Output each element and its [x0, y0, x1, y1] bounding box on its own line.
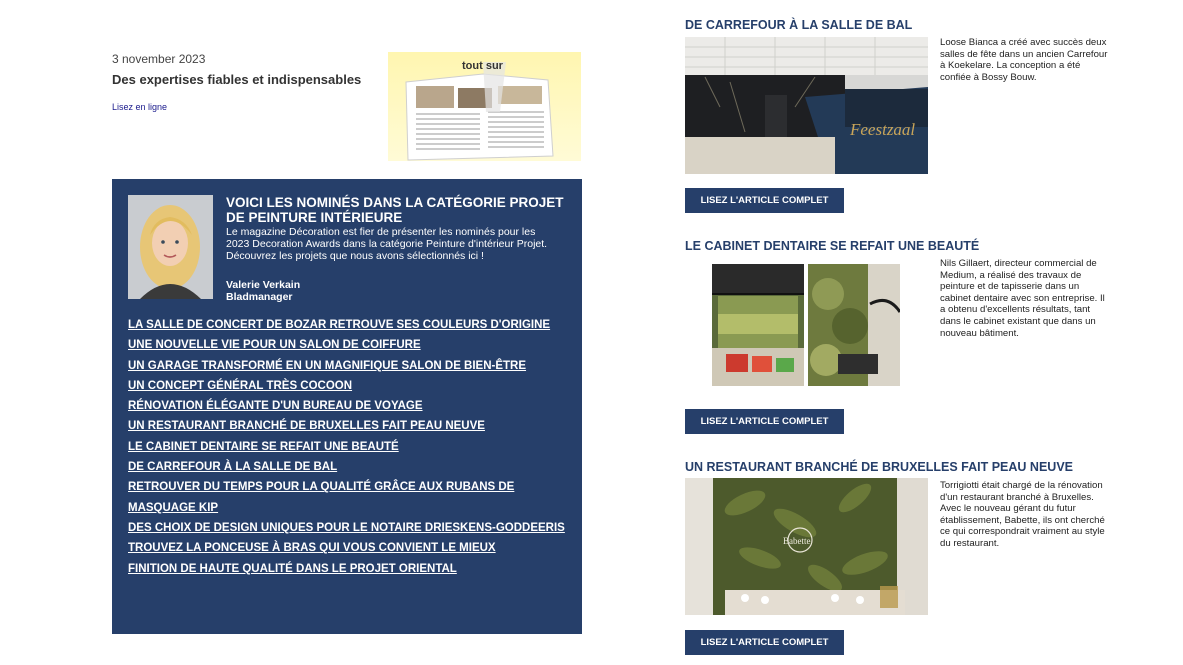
restaurant-logo: Babette: [783, 536, 811, 546]
author-role: Bladmanager: [226, 291, 293, 303]
article-title[interactable]: UN RESTAURANT BRANCHÉ DE BRUXELLES FAIT PEAU NEUVE: [685, 460, 1073, 474]
article-image-ballroom[interactable]: [685, 37, 928, 174]
author-portrait: [128, 195, 213, 299]
nominees-intro: Le magazine Décoration est fier de présenter les nominés pour les 2023 Decoration Awards dans la catégorie Peinture d'intérieur Projet. Découvrez les projets que nous avons sélectionnés ici !: [226, 226, 548, 262]
nominee-link[interactable]: RETROUVER DU TEMPS POUR LA QUALITÉ GRÂCE AUX RUBANS DE MASQUAGE KIP: [128, 481, 515, 514]
author-name: Valerie Verkain: [226, 279, 301, 291]
read-article-button[interactable]: LISEZ L'ARTICLE COMPLET: [685, 409, 844, 434]
nominee-link[interactable]: TROUVEZ LA PONCEUSE À BRAS QUI VOUS CONVIENT LE MIEUX: [128, 542, 496, 555]
nominee-link[interactable]: UNE NOUVELLE VIE POUR UN SALON DE COIFFURE: [128, 339, 421, 352]
nominee-link[interactable]: DE CARREFOUR À LA SALLE DE BAL: [128, 461, 338, 474]
article-image-restaurant[interactable]: [685, 478, 928, 615]
read-article-button[interactable]: LISEZ L'ARTICLE COMPLET: [685, 630, 844, 655]
article-image-dental-2[interactable]: [808, 264, 900, 386]
article-summary: Nils Gillaert, directeur commercial de Medium, a réalisé des travaux de peinture et de tapisserie dans un cabinet dentaire avec son entreprise. Il a obtenu d'excellents résultats, tant dans le cabinet existant que dans un nouveau bâtiment.: [940, 258, 1105, 339]
article-summary: Torrigiotti était chargé de la rénovation d'un restaurant branché à Bruxelles. Avec le nouveau gérant du futur établissement, Babette, ils ont cherché ce qui correspondrait vraiment au style du restaurant.: [940, 480, 1105, 549]
magazine-brand-image[interactable]: [388, 52, 581, 161]
nominees-panel: [112, 179, 582, 634]
nominee-link[interactable]: DES CHOIX DE DESIGN UNIQUES POUR LE NOTAIRE DRIESKENS-GODDEERIS: [128, 521, 565, 534]
article-title[interactable]: LE CABINET DENTAIRE SE REFAIT UNE BEAUTÉ: [685, 239, 980, 253]
read-article-button[interactable]: LISEZ L'ARTICLE COMPLET: [685, 188, 844, 213]
author-signature: [226, 279, 300, 303]
nominee-link[interactable]: RÉNOVATION ÉLÉGANTE D'UN BUREAU DE VOYAGE: [128, 400, 423, 413]
nominee-links-list: [128, 315, 568, 579]
nominees-title: VOICI LES NOMINÉS DANS LA CATÉGORIE PROJET DE PEINTURE INTÉRIEURE: [226, 195, 564, 225]
article-image-dental-1[interactable]: [712, 264, 804, 386]
nominee-link[interactable]: LE CABINET DENTAIRE SE REFAIT UNE BEAUTÉ: [128, 440, 399, 453]
feestzaal-sign: Feestzaal: [850, 120, 916, 139]
magazine-brand-label: tout sur: [462, 60, 503, 72]
nominee-link[interactable]: FINITION DE HAUTE QUALITÉ DANS LE PROJET ORIENTAL: [128, 562, 457, 575]
read-online-link[interactable]: Lisez en ligne: [112, 102, 168, 112]
article-summary: Loose Bianca a créé avec succès deux salles de fête dans un ancien Carrefour à Koekelare. La conception a été confiée à Bossy Bouw.: [940, 37, 1108, 83]
nominee-link[interactable]: UN RESTAURANT BRANCHÉ DE BRUXELLES FAIT PEAU NEUVE: [128, 420, 485, 433]
nominee-link[interactable]: LA SALLE DE CONCERT DE BOZAR RETROUVE SES COULEURS D'ORIGINE: [128, 319, 551, 331]
newsletter-date: 3 november 2023: [112, 52, 206, 66]
article-title[interactable]: DE CARREFOUR À LA SALLE DE BAL: [685, 18, 913, 32]
nominee-link[interactable]: UN CONCEPT GÉNÉRAL TRÈS COCOON: [128, 379, 353, 392]
newsletter-tagline: Des expertises fiables et indispensables: [112, 72, 362, 87]
nominee-link[interactable]: UN GARAGE TRANSFORMÉ EN UN MAGNIFIQUE SALON DE BIEN-ÊTRE: [128, 359, 527, 372]
